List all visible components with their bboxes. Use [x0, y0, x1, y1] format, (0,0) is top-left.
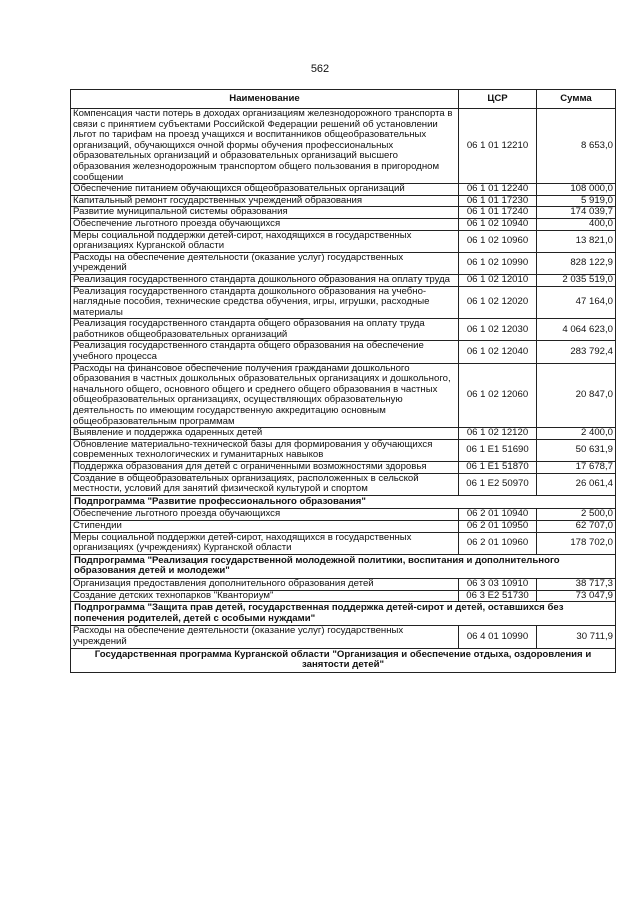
- row-name: Меры социальной поддержки детей-сирот, находящихся в государственных организациях (учреждениях) Курганской области: [71, 532, 459, 554]
- table-row: [71, 532, 616, 554]
- section-title: Подпрограмма "Развитие профессионального образования": [71, 495, 616, 509]
- table-row: [71, 590, 616, 602]
- row-code: 06 1 02 10990: [459, 252, 537, 274]
- row-name: Капитальный ремонт государственных учреждений образования: [71, 195, 459, 207]
- row-name: Реализация государственного стандарта общего образования на обеспечение учебного процесса: [71, 341, 459, 363]
- row-sum: 174 039,7: [537, 207, 616, 219]
- program-heading-row: [71, 648, 616, 672]
- table-row: [71, 252, 616, 274]
- row-code: 06 2 01 10940: [459, 509, 537, 521]
- row-sum: 4 064 623,0: [537, 319, 616, 341]
- row-name: Создание детских технопарков "Кванториум": [71, 590, 459, 602]
- row-name: Обновление материально-технической базы для формирования у обучающихся современных технологических и гуманитарных навыков: [71, 439, 459, 461]
- row-name: Создание в общеобразовательных организациях, расположенных в сельской местности, условий для занятий физической культурой и спортом: [71, 473, 459, 495]
- section-title: Подпрограмма "Реализация государственной молодежной политики, воспитания и дополнительного образования детей и молодежи": [71, 554, 616, 578]
- row-sum: 400,0: [537, 218, 616, 230]
- page-number: 562: [310, 63, 330, 75]
- row-sum: 8 653,0: [537, 109, 616, 184]
- row-code: 06 4 01 10990: [459, 626, 537, 648]
- row-sum: 38 717,3: [537, 578, 616, 590]
- row-code: 06 1 02 12020: [459, 286, 537, 319]
- row-sum: 2 500,0: [537, 509, 616, 521]
- table-row: [71, 509, 616, 521]
- row-sum: 828 122,9: [537, 252, 616, 274]
- header-code: ЦСР: [459, 90, 537, 109]
- table-header-row: [71, 90, 616, 109]
- table-row: [71, 341, 616, 363]
- table-row: [71, 520, 616, 532]
- table-row: [71, 218, 616, 230]
- row-name: Компенсация части потерь в доходах организациям железнодорожного транспорта в связи с принятием субъектами Российской Федерации решений об установлении льгот по тарифам на проезд учащихся и воспитанников общеобразовательных организаций, обучающихся очной формы обучения профессиональных образовательных организаций и образовательных организаций высшего образования железнодорожным транспортом общего пользования в пригородном сообщении: [71, 109, 459, 184]
- row-code: 06 3 03 10910: [459, 578, 537, 590]
- row-code: 06 1 01 12240: [459, 184, 537, 196]
- row-sum: 17 678,7: [537, 462, 616, 474]
- row-name: Расходы на обеспечение деятельности (оказание услуг) государственных учреждений: [71, 252, 459, 274]
- row-sum: 26 061,4: [537, 473, 616, 495]
- row-code: 06 1 E2 50970: [459, 473, 537, 495]
- subprogram-heading-row: [71, 554, 616, 578]
- table-row: [71, 428, 616, 440]
- table-row: [71, 184, 616, 196]
- row-code: 06 1 01 17230: [459, 195, 537, 207]
- row-name: Расходы на обеспечение деятельности (оказание услуг) государственных учреждений: [71, 626, 459, 648]
- row-sum: 73 047,9: [537, 590, 616, 602]
- table-row: [71, 626, 616, 648]
- row-name: Реализация государственного стандарта общего образования на оплату труда работников общеобразовательных организаций: [71, 319, 459, 341]
- row-code: 06 3 E2 51730: [459, 590, 537, 602]
- row-name: Развитие муниципальной системы образования: [71, 207, 459, 219]
- table-row: [71, 462, 616, 474]
- row-name: Реализация государственного стандарта дошкольного образования на учебно-наглядные пособия, технические средства обучения, игры, игрушки, расходные материалы: [71, 286, 459, 319]
- row-name: Меры социальной поддержки детей-сирот, находящихся в государственных организациях Курганской области: [71, 230, 459, 252]
- table-row: [71, 109, 616, 184]
- row-name: Расходы на финансовое обеспечение получения гражданами дошкольного образования в частных дошкольных образовательных организациях и дошкольного, начального общего, основного общего и среднего общего образования в частных общеобразовательных организациях, осуществляющих образовательную деятельность по имеющим государственную аккредитацию основным общеобразовательным программам: [71, 363, 459, 428]
- row-sum: 5 919,0: [537, 195, 616, 207]
- row-code: 06 1 02 10960: [459, 230, 537, 252]
- row-sum: 13 821,0: [537, 230, 616, 252]
- row-code: 06 1 02 10940: [459, 218, 537, 230]
- row-code: 06 1 01 17240: [459, 207, 537, 219]
- table-row: [71, 195, 616, 207]
- table-row: [71, 473, 616, 495]
- header-sum: Сумма: [537, 90, 616, 109]
- row-sum: 283 792,4: [537, 341, 616, 363]
- row-sum: 62 707,0: [537, 520, 616, 532]
- row-code: 06 2 01 10960: [459, 532, 537, 554]
- table-row: [71, 286, 616, 319]
- header-name: Наименование: [71, 90, 459, 109]
- table-row: [71, 230, 616, 252]
- row-sum: 50 631,9: [537, 439, 616, 461]
- row-sum: 30 711,9: [537, 626, 616, 648]
- table-row: [71, 363, 616, 428]
- table-row: [71, 439, 616, 461]
- row-name: Реализация государственного стандарта дошкольного образования на оплату труда: [71, 274, 459, 286]
- subprogram-heading-row: [71, 602, 616, 626]
- subprogram-heading-row: [71, 495, 616, 509]
- row-code: 06 1 E1 51870: [459, 462, 537, 474]
- table-row: [71, 578, 616, 590]
- row-name: Стипендии: [71, 520, 459, 532]
- table-row: [71, 207, 616, 219]
- row-code: 06 1 01 12210: [459, 109, 537, 184]
- row-code: 06 2 01 10950: [459, 520, 537, 532]
- table-row: [71, 319, 616, 341]
- table-row: [71, 274, 616, 286]
- section-title: Государственная программа Курганской области "Организация и обеспечение отдыха, оздоровления и занятости детей": [71, 648, 616, 672]
- row-name: Обеспечение питанием обучающихся общеобразовательных организаций: [71, 184, 459, 196]
- row-name: Поддержка образования для детей с ограниченными возможностями здоровья: [71, 462, 459, 474]
- row-code: 06 1 E1 51690: [459, 439, 537, 461]
- row-code: 06 1 02 12060: [459, 363, 537, 428]
- budget-table: [70, 89, 616, 673]
- row-name: Обеспечение льготного проезда обучающихся: [71, 509, 459, 521]
- row-code: 06 1 02 12010: [459, 274, 537, 286]
- row-sum: 2 400,0: [537, 428, 616, 440]
- row-code: 06 1 02 12040: [459, 341, 537, 363]
- row-sum: 2 035 519,0: [537, 274, 616, 286]
- row-name: Обеспечение льготного проезда обучающихся: [71, 218, 459, 230]
- row-code: 06 1 02 12030: [459, 319, 537, 341]
- section-title: Подпрограмма "Защита прав детей, государственная поддержка детей-сирот и детей, оставшихся без попечения родителей, детей с особыми нуждами": [71, 602, 616, 626]
- row-code: 06 1 02 12120: [459, 428, 537, 440]
- row-sum: 178 702,0: [537, 532, 616, 554]
- row-sum: 47 164,0: [537, 286, 616, 319]
- row-name: Организация предоставления дополнительного образования детей: [71, 578, 459, 590]
- row-sum: 108 000,0: [537, 184, 616, 196]
- row-sum: 20 847,0: [537, 363, 616, 428]
- row-name: Выявление и поддержка одаренных детей: [71, 428, 459, 440]
